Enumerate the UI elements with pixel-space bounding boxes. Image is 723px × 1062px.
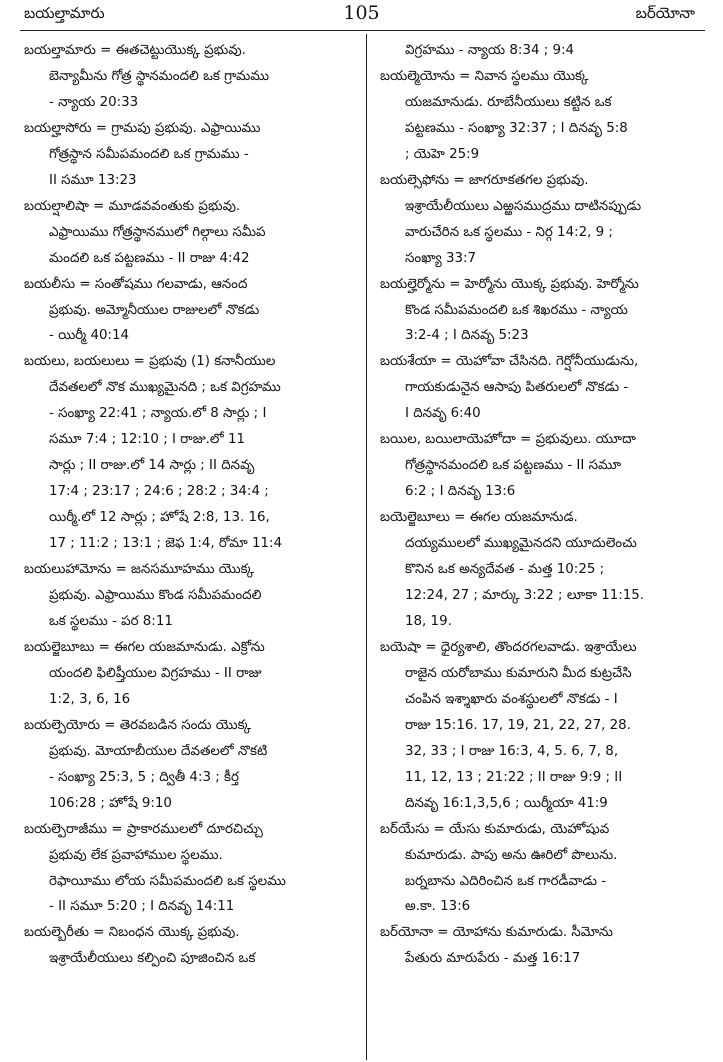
- dictionary-entry: [380, 64, 706, 168]
- entry-line: గోత్రస్థానమందలి ఒక పట్టణము - II సమూ: [405, 458, 622, 474]
- entry-headline: బయెల్జెబూలు = ఈగల యజమానుడ.: [380, 510, 578, 526]
- entry-line: మందలి ఒక పట్టణము - II రాజు 4:42: [49, 250, 250, 266]
- entry-line: II సమూ 13:23: [49, 172, 137, 188]
- entry-line: యజమానుడు. రూబేనీయులు కట్టిన ఒక: [405, 94, 612, 110]
- dictionary-entry: [380, 635, 706, 817]
- entry-headline: బయల్తామారు = ఈతచెట్టుయొక్క ప్రభువు.: [24, 43, 246, 58]
- entry-line: విగ్రహము - న్యాయ 8:34 ; 9:4: [405, 43, 575, 58]
- entry-line: 6:2 ; I దినవృ 13:6: [405, 484, 516, 500]
- entry-headline: బర్‌యేసు = యేసు కుమారుడు, యెహోషువ: [380, 821, 610, 837]
- running-head-left: బయల్తామారు: [24, 4, 105, 22]
- dictionary-entry: [380, 427, 706, 505]
- dictionary-entry: [380, 38, 706, 64]
- entry-line: వారుచేరిన ఒక స్థలము - నిర్గ 14:2, 9 ;: [405, 224, 613, 240]
- entry-line: 32, 33 ; I రాజు 16:3, 4, 5. 6, 7, 8,: [405, 743, 619, 759]
- entry-headline: బయల్పెరాజీము = ప్రాకారములలో దూరచిచ్చు: [24, 821, 263, 837]
- entry-line: - II సమూ 5:20 ; I దినవృ 14:11: [49, 899, 235, 915]
- entry-line: 11, 12, 13 ; 21:22 ; II రాజు 9:9 ; II: [405, 769, 623, 785]
- entry-line: ప్రభువు లేక ప్రవాహాముల స్థలము.: [49, 847, 223, 863]
- dictionary-entry: [24, 38, 358, 116]
- entry-line: రాజైన యరోబాము కుమారుని మీద కుట్రచేసి: [405, 665, 632, 681]
- entry-line: సమూ 7:4 ; 12:10 ; I రాజు.లో 11: [49, 432, 246, 448]
- header-rule: [20, 30, 705, 31]
- entry-line: 17:4 ; 23:17 ; 24:6 ; 28:2 ; 34:4 ;: [49, 484, 269, 500]
- entry-line: I దినవృ 6:40: [405, 406, 481, 422]
- dictionary-entry: [24, 116, 358, 194]
- entry-line: - సంఖ్యా 22:41 ; న్యాయ.లో 8 సార్లు ; I: [49, 406, 267, 422]
- page-number: 105: [343, 2, 380, 24]
- entry-headline: బయల్పెయోరు = తెరవబడిన సందు యొక్క: [24, 717, 252, 733]
- entry-line: 18, 19.: [405, 613, 452, 629]
- entry-line: యిర్మీ.లో 12 సార్లు ; హోషే 2:8, 13. 16,: [49, 510, 270, 526]
- right-column: [380, 38, 706, 972]
- entry-line: రాజు 15:16. 17, 19, 21, 22, 27, 28.: [405, 717, 631, 733]
- entry-headline: బయెషా = ధైర్యశాలి, తొందరగలవాడు. ఇశ్రాయేలు: [380, 639, 637, 655]
- entry-line: సార్లు ; II రాజు.లో 14 సార్లు ; II దినవృ: [49, 458, 255, 474]
- entry-line: కుమారుడు. పాపు అను ఊరిలో పొలును.: [405, 847, 618, 863]
- left-column: [24, 38, 358, 972]
- entry-headline: బయలీసు = సంతోషము గలవాడు, ఆనంద: [24, 276, 248, 292]
- dictionary-entry: [24, 194, 358, 272]
- entry-line: బెన్యామీను గోత్ర స్థానమందలి ఒక గ్రామము: [49, 68, 270, 84]
- entry-headline: బయలు, బయలులు = ప్రభువు (1) కనానీయుల: [24, 354, 276, 370]
- entry-line: 1:2, 3, 6, 16: [49, 691, 131, 707]
- entry-line: ఎఫ్రాయిము గోత్రస్థానములో గిల్గాలు సమీప: [49, 224, 266, 240]
- entry-headline: బయల్జెబూబు = ఈగల యజమానుడు. ఎక్రోను: [24, 639, 265, 655]
- entry-headline: బయల్షాలిషా = మూడవవంతుకు ప్రభువు.: [24, 198, 241, 214]
- entry-line: 17 ; 11:2 ; 13:1 ; జెఫ 1:4, రోమా 11:4: [49, 536, 283, 552]
- entry-line: చంపిన ఇశ్శాఖారు వంశస్థులలో నొకడు - I: [405, 691, 618, 707]
- entry-headline: బయల్హెర్మోను = హెర్మోను యొక్క ప్రభువు. హెర్మోను: [380, 276, 639, 292]
- entry-headline: బయలుహామోను = జనసమూహము యొక్క: [24, 562, 255, 578]
- entry-line: రెఫాయీము లోయ సమీపమందలి ఒక స్థలము: [49, 873, 286, 889]
- entry-line: దయ్యములలో ముఖ్యమైనదని యూదులెంచు: [405, 536, 637, 552]
- entry-line: బర్నబాను ఎదిరించిన ఒక గారడీవాడు -: [405, 873, 607, 889]
- dictionary-entry: [380, 505, 706, 635]
- dictionary-entry: [24, 272, 358, 350]
- dictionary-entry: [24, 920, 358, 972]
- entry-headline: బయిల, బయిలాయెహోదా = ప్రభువులు. యూదా: [380, 432, 636, 448]
- entry-line: 106:28 ; హోషే 9:10: [49, 795, 172, 811]
- entry-headline: బర్‌యోనా = యోహాను కుమారుడు. సీమోను: [380, 925, 613, 941]
- dictionary-entry: [24, 817, 358, 921]
- entry-line: - సంఖ్యా 25:3, 5 ; ద్వితీ 4:3 ; కీర్త: [49, 769, 239, 785]
- dictionary-entry: [380, 349, 706, 427]
- dictionary-entry: [24, 557, 358, 635]
- entry-line: ఇశ్రాయేలీయులు ఎఱ్ఱసముద్రము దాటినప్పుడు: [405, 198, 642, 214]
- column-divider: [366, 34, 367, 1060]
- dictionary-entry: [24, 713, 358, 817]
- entry-headline: బయల్మెయోను = నివాన స్థలము యొక్క: [380, 68, 589, 84]
- entry-line: కొండ సమీపమందలి ఒక శిఖరము - న్యాయ: [405, 302, 628, 318]
- entry-line: అ.కా. 13:6: [405, 899, 471, 915]
- dictionary-entry: [380, 168, 706, 272]
- dictionary-entry: [380, 817, 706, 921]
- entry-headline: బయల్బెరీతు = నిబంధన యొక్క ప్రభువు.: [24, 925, 240, 941]
- page-header: [0, 0, 723, 34]
- entry-line: ; యెహె 25:9: [405, 146, 480, 162]
- entry-line: పట్టణము - సంఖ్యా 32:37 ; I దినవృ 5:8: [405, 120, 628, 136]
- entry-line: పేతురు మారుపేరు - మత్త 16:17: [405, 951, 581, 967]
- entry-line: కొనిన ఒక అన్యదేవత - మత్త 10:25 ;: [405, 562, 605, 578]
- entry-line: దినవృ 16:1,3,5,6 ; యిర్మీయా 41:9: [405, 795, 608, 811]
- entry-line: 12:24, 27 ; మార్కు 3:22 ; లూకా 11:15.: [405, 588, 645, 604]
- entry-line: దేవతలలో నొక ముఖ్యమైనది ; ఒక విగ్రహము: [49, 380, 281, 396]
- entry-line: గాయకుడునైన ఆసాపు పితరులలో నొకడు -: [405, 380, 629, 396]
- dictionary-entry: [380, 920, 706, 972]
- running-head-right: బర్‌యోనా: [635, 4, 695, 22]
- dictionary-entry: [380, 272, 706, 350]
- entry-line: సంఖ్యా 33:7: [405, 250, 477, 266]
- dictionary-entry: [24, 349, 358, 557]
- entry-line: - యిర్మీ 40:14: [49, 328, 130, 344]
- entry-line: ప్రభువు. ఎఫ్రాయిము కొండ సమీపమందలి: [49, 588, 262, 604]
- entry-line: ఇశ్రాయేలీయులు కల్పించి పూజించిన ఒక: [49, 951, 256, 967]
- entry-headline: బయల్సెఫోను = జాగరూకతగల ప్రభువు.: [380, 172, 589, 188]
- entry-headline: బయల్హాసోరు = గ్రామపు ప్రభువు. ఎఫ్రాయిము: [24, 120, 261, 136]
- entry-line: 3:2-4 ; I దినవృ 5:23: [405, 328, 529, 344]
- entry-line: ప్రభువు. మోయాబీయుల దేవతలలో నొకటి: [49, 743, 268, 759]
- dictionary-entry: [24, 635, 358, 713]
- entry-line: గోత్రస్థాన సమీపమందలి ఒక గ్రామము -: [49, 146, 249, 162]
- entry-line: యందలి ఫిలిష్తీయుల విగ్రహము - II రాజు: [49, 665, 262, 681]
- entry-line: ఒక స్థలము - పర 8:11: [49, 613, 173, 629]
- entry-line: ప్రభువు. అమ్మోనీయుల రాజులలో నొకడు: [49, 302, 260, 318]
- entry-line: - న్యాయ 20:33: [49, 94, 139, 110]
- entry-headline: బయశేయా = యెహోవా చేసినది. గెర్షోనీయుడును,: [380, 354, 639, 370]
